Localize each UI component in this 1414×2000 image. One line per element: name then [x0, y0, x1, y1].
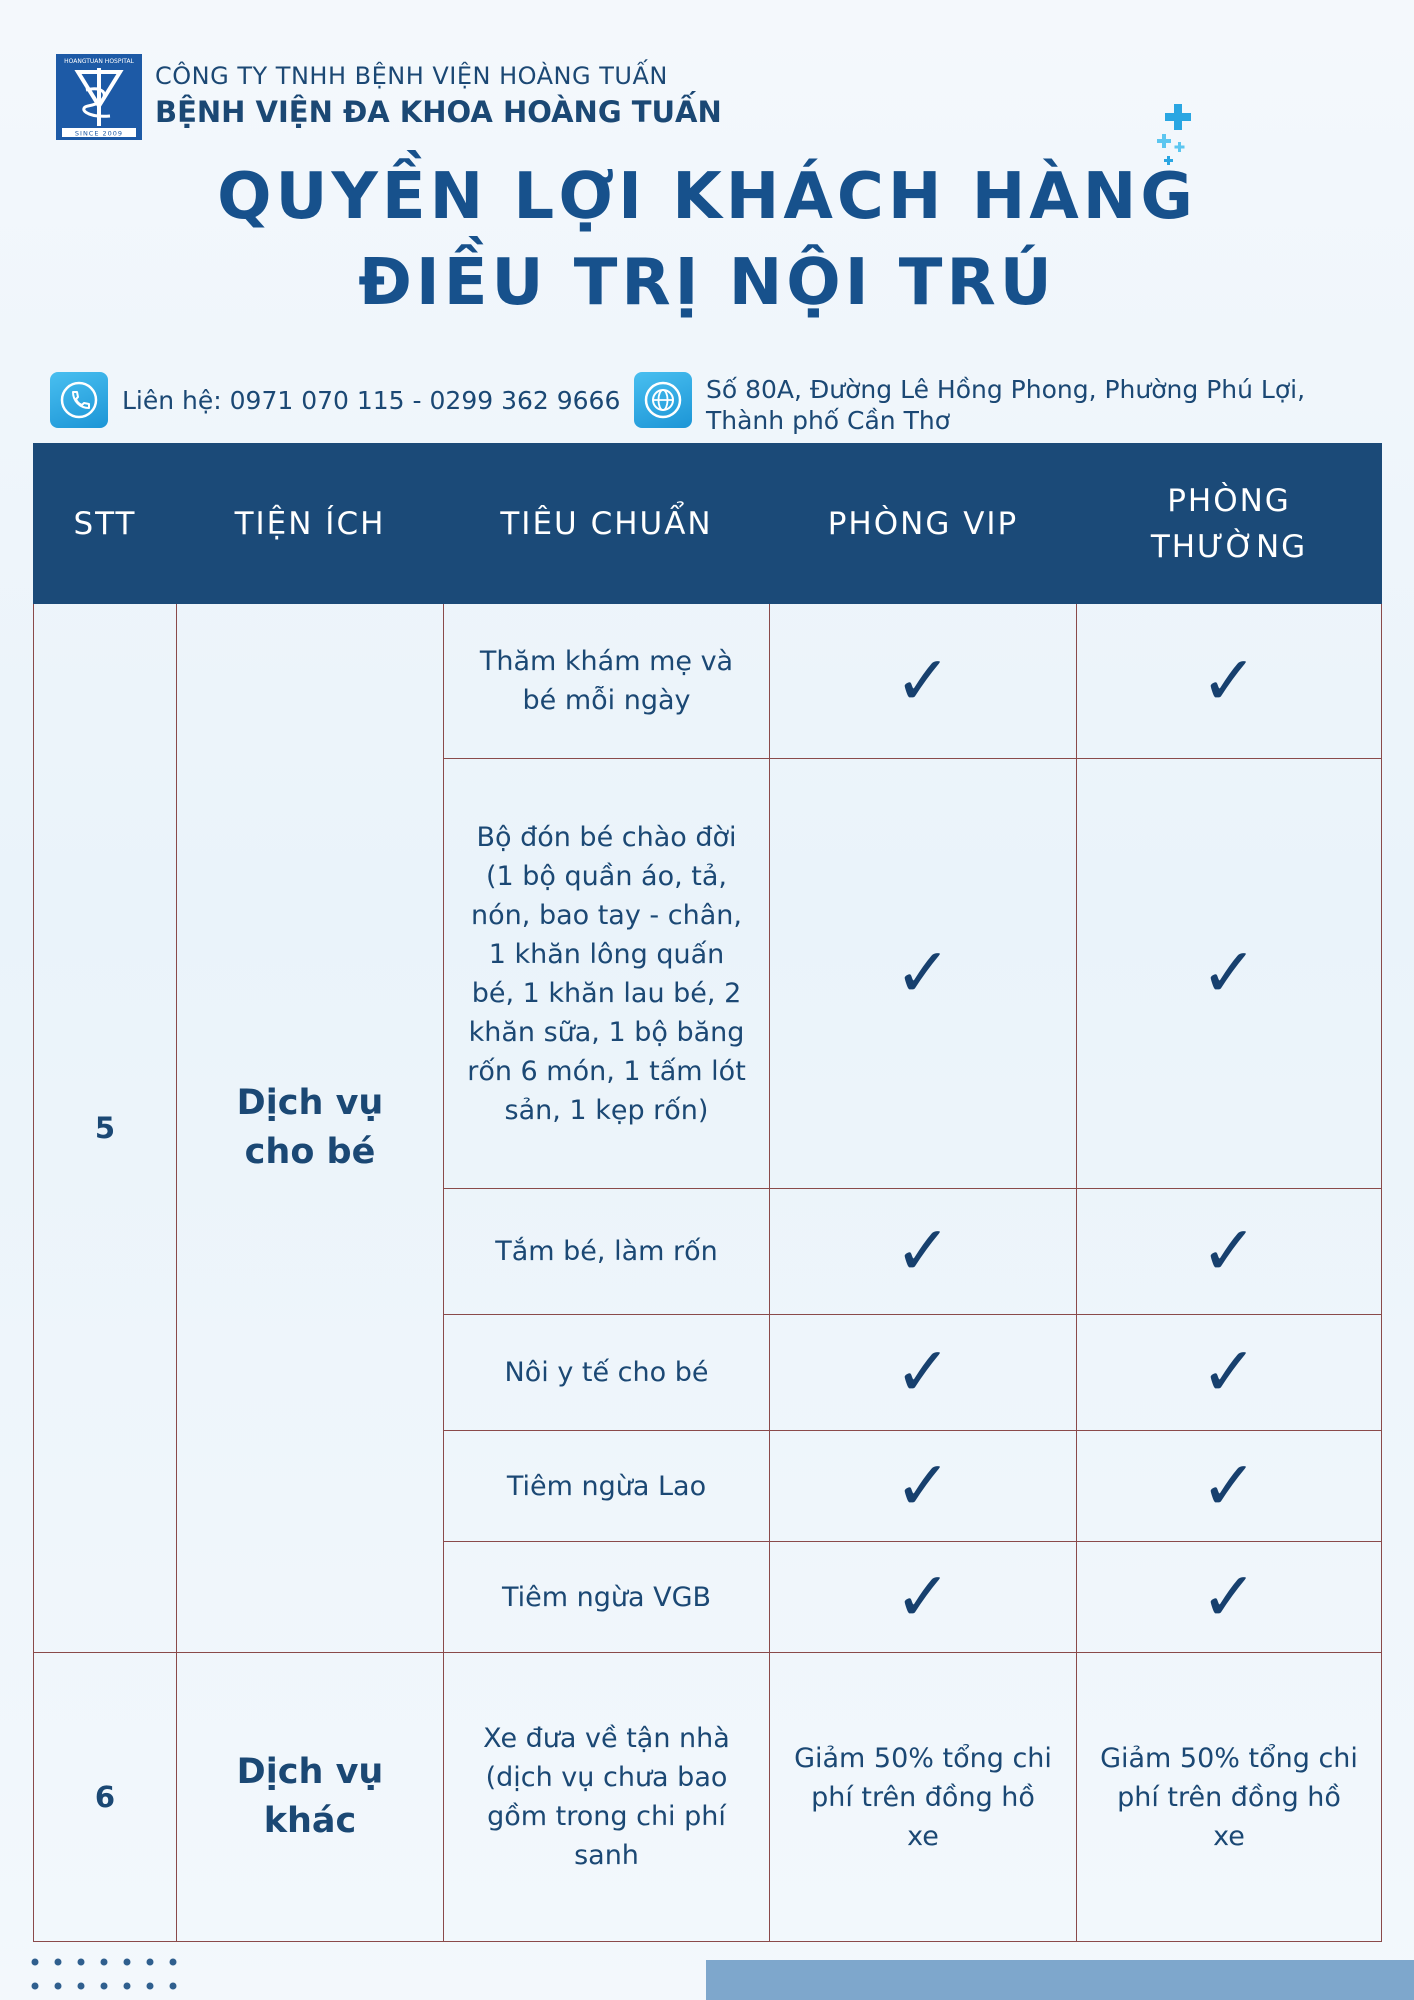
decorative-dots: [30, 1956, 190, 2000]
standard-cell: Tắm bé, làm rốn: [444, 1189, 770, 1315]
standard-cell: Xe đưa về tận nhà (dịch vụ chưa bao gồm trong chi phí sanh: [444, 1653, 770, 1942]
svg-text:SINCE 2009: SINCE 2009: [74, 129, 124, 138]
contact-address-line-2: Thành phố Cần Thơ: [706, 406, 951, 435]
standard-cell: Bộ đón bé chào đời (1 bộ quần áo, tả, nón, bao tay - chân, 1 khăn lông quấn bé, 1 khăn lau bé, 2 khăn sữa, 1 bộ băng rốn 6 món, 1 tấm lót sản, 1 kẹp rốn): [444, 759, 770, 1189]
vip-discount-cell: Giảm 50% tổng chi phí trên đồng hồ xe: [770, 1653, 1077, 1942]
svg-text:HOANGTUAN HOSPITAL: HOANGTUAN HOSPITAL: [64, 58, 134, 65]
header-feature: TIỆN ÍCH: [177, 444, 444, 604]
vip-check-icon: ✓: [770, 604, 1077, 759]
hospital-name: BỆNH VIỆN ĐA KHOA HOÀNG TUẤN: [155, 95, 722, 129]
table-header-row: [34, 444, 1382, 604]
table-row: [34, 604, 1382, 759]
normal-check-icon: ✓: [1077, 1189, 1382, 1315]
page-title-line-2: ĐIỀU TRỊ NỘI TRÚ: [358, 246, 1056, 320]
normal-check-icon: ✓: [1077, 604, 1382, 759]
normal-discount-cell: Giảm 50% tổng chi phí trên đồng hồ xe: [1077, 1653, 1382, 1942]
globe-icon: [634, 372, 692, 428]
header-standard: TIÊU CHUẨN: [444, 444, 770, 604]
company-name: CÔNG TY TNHH BỆNH VIỆN HOÀNG TUẤN: [155, 62, 668, 90]
vip-check-icon: ✓: [770, 1189, 1077, 1315]
vip-check-icon: ✓: [770, 1315, 1077, 1431]
feature-cell: Dịch vụ cho bé: [177, 604, 444, 1653]
contact-address-line-1: Số 80A, Đường Lê Hồng Phong, Phường Phú Lợi,: [706, 375, 1306, 404]
vip-check-icon: ✓: [770, 759, 1077, 1189]
normal-check-icon: ✓: [1077, 1542, 1382, 1653]
standard-cell: Tiêm ngừa VGB: [444, 1542, 770, 1653]
standard-cell: Nôi y tế cho bé: [444, 1315, 770, 1431]
hospital-logo: [56, 54, 142, 140]
table-row: [34, 1653, 1382, 1942]
stt-cell: 6: [34, 1653, 177, 1942]
header-normal-room: PHÒNG THƯỜNG: [1077, 444, 1382, 604]
phone-icon: [50, 372, 108, 428]
footer-bar: [706, 1960, 1414, 2000]
benefits-table-container: [33, 443, 1381, 1938]
benefits-table: [33, 443, 1382, 1942]
feature-cell: Dịch vụ khác: [177, 1653, 444, 1942]
header-stt: STT: [34, 444, 177, 604]
page-title-line-1: QUYỀN LỢI KHÁCH HÀNG: [217, 160, 1197, 234]
standard-cell: Tiêm ngừa Lao: [444, 1431, 770, 1542]
normal-check-icon: ✓: [1077, 1431, 1382, 1542]
stt-cell: 5: [34, 604, 177, 1653]
header-vip-room: PHÒNG VIP: [770, 444, 1077, 604]
standard-cell: Thăm khám mẹ và bé mỗi ngày: [444, 604, 770, 759]
vip-check-icon: ✓: [770, 1542, 1077, 1653]
normal-check-icon: ✓: [1077, 1315, 1382, 1431]
vip-check-icon: ✓: [770, 1431, 1077, 1542]
normal-check-icon: ✓: [1077, 759, 1382, 1189]
contact-phone: Liên hệ: 0971 070 115 - 0299 362 9666: [122, 386, 621, 415]
